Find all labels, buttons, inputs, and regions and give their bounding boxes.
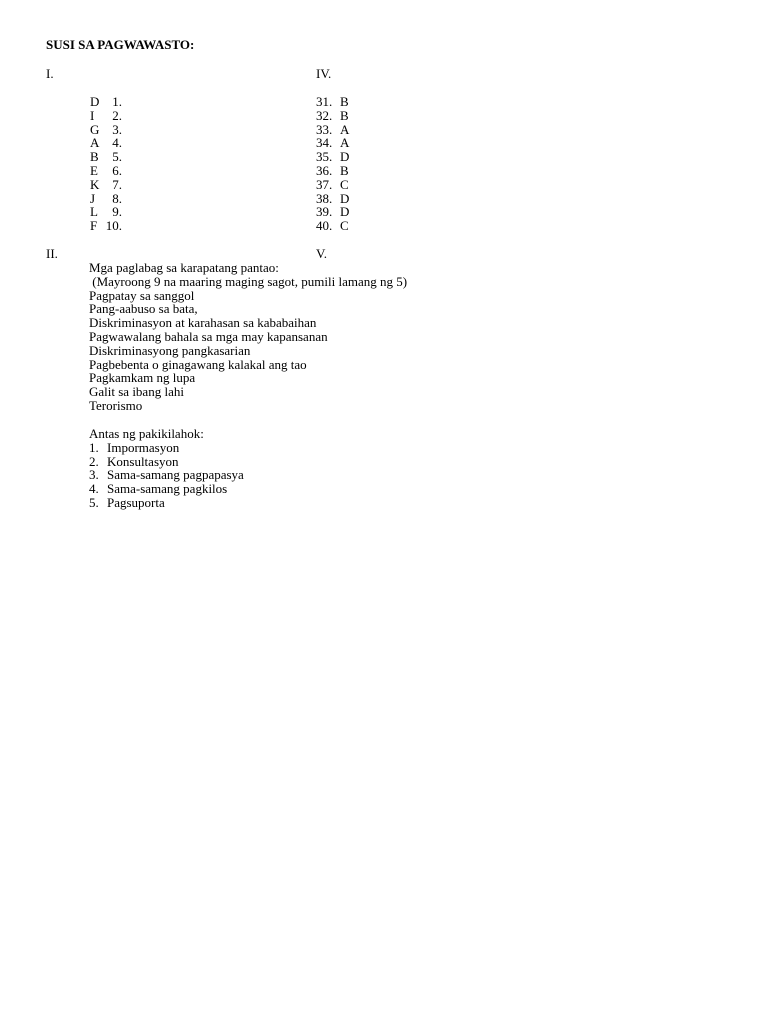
list-item — [316, 123, 436, 137]
item-answer: E — [90, 162, 98, 178]
item-number: 7. — [112, 176, 122, 192]
item-number: 31. — [316, 94, 333, 109]
section-ii-intro: Mga paglabag sa karapatang pantao: — [89, 260, 279, 275]
item-answer: B — [90, 149, 99, 165]
level-text: Konsultasyon — [107, 453, 179, 469]
item-number: 34. — [316, 135, 333, 151]
level-number: 4. — [89, 481, 99, 497]
item-number: 36. — [316, 162, 333, 178]
list-item — [46, 123, 166, 137]
item-answer: F — [90, 218, 98, 234]
level-number: 3. — [89, 467, 99, 483]
item-number: 40. — [316, 218, 333, 234]
item-number: 39. — [316, 204, 333, 220]
item-number: 9. — [112, 204, 122, 220]
item-answer: D — [90, 94, 100, 109]
item-number: 38. — [316, 190, 333, 206]
list-item — [316, 205, 436, 219]
item-answer: J — [90, 190, 96, 206]
list-item — [316, 192, 436, 206]
answer-line: Pagpatay sa sanggol — [89, 287, 195, 303]
section-i-list — [46, 95, 166, 233]
level-text: Pagsuporta — [107, 494, 165, 510]
list-item — [46, 109, 166, 123]
list-item — [46, 178, 166, 192]
item-answer: B — [340, 107, 349, 123]
level-text: Impormasyon — [107, 439, 180, 455]
list-item — [46, 95, 166, 109]
answer-line: Diskriminasyong pangkasarian — [89, 342, 251, 358]
list-item — [316, 150, 436, 164]
list-item — [46, 219, 166, 233]
list-item — [316, 95, 436, 109]
level-item — [89, 496, 244, 510]
section-ii-answers — [89, 261, 407, 413]
item-number: 8. — [112, 190, 122, 206]
list-item — [46, 205, 166, 219]
levels-heading: Antas ng pakikilahok: — [89, 426, 204, 441]
level-item — [89, 482, 244, 496]
item-number: 35. — [316, 149, 333, 165]
answer-line: Pang-aabuso sa bata, — [89, 301, 198, 317]
answer-line: Pagbebenta o ginagawang kalakal ang tao — [89, 356, 307, 372]
item-answer: D — [340, 204, 350, 220]
item-answer: C — [340, 176, 349, 192]
list-item — [46, 192, 166, 206]
item-number: 4. — [112, 135, 122, 151]
section-iv-heading: IV. — [316, 66, 332, 81]
section-ii-heading: II. — [46, 246, 58, 261]
item-number: 3. — [112, 121, 122, 137]
level-text: Sama-samang pagpapasya — [107, 467, 244, 483]
list-item — [316, 178, 436, 192]
section-v-heading: V. — [316, 246, 327, 261]
item-answer: B — [340, 162, 349, 178]
item-number: 37. — [316, 176, 333, 192]
answer-line: Pagkamkam ng lupa — [89, 370, 196, 386]
item-answer: A — [340, 121, 350, 137]
level-item — [89, 441, 244, 455]
participation-levels — [89, 427, 244, 510]
answer-line: Diskriminasyon at karahasan sa kababaihan — [89, 315, 317, 331]
level-number: 5. — [89, 494, 99, 510]
item-answer: D — [340, 190, 350, 206]
list-item — [316, 164, 436, 178]
page-title: SUSI SA PAGWAWASTO: — [46, 37, 195, 52]
item-answer: G — [90, 121, 100, 137]
level-item — [89, 468, 244, 482]
list-item — [316, 109, 436, 123]
answer-line: Pagwawalang bahala sa mga may kapansanan — [89, 328, 328, 344]
item-number: 33. — [316, 121, 333, 137]
list-item — [46, 164, 166, 178]
item-answer: B — [340, 94, 349, 109]
item-answer: L — [90, 204, 98, 220]
item-number: 10. — [105, 218, 122, 234]
item-answer: D — [340, 149, 350, 165]
list-item — [46, 136, 166, 150]
level-text: Sama-samang pagkilos — [107, 481, 228, 497]
level-number: 1. — [89, 439, 99, 455]
section-iv-list — [316, 95, 436, 233]
item-number: 32. — [316, 107, 333, 123]
section-i-heading: I. — [46, 66, 54, 81]
item-answer: A — [90, 135, 100, 151]
item-number: 2. — [112, 107, 122, 123]
item-answer: K — [90, 176, 100, 192]
answer-line: Galit sa ibang lahi — [89, 384, 184, 400]
answer-line: Terorismo — [89, 397, 143, 413]
section-ii-note: (Mayroong 9 na maaring maging sagot, pumili lamang ng 5) — [89, 273, 408, 289]
level-number: 2. — [89, 453, 99, 469]
item-answer: A — [340, 135, 350, 151]
list-item — [316, 219, 436, 233]
item-number: 1. — [112, 94, 122, 109]
list-item — [46, 150, 166, 164]
item-answer: C — [340, 218, 349, 234]
item-number: 5. — [112, 149, 122, 165]
item-answer: I — [90, 107, 95, 123]
item-number: 6. — [112, 162, 122, 178]
level-item — [89, 455, 244, 469]
list-item — [316, 136, 436, 150]
